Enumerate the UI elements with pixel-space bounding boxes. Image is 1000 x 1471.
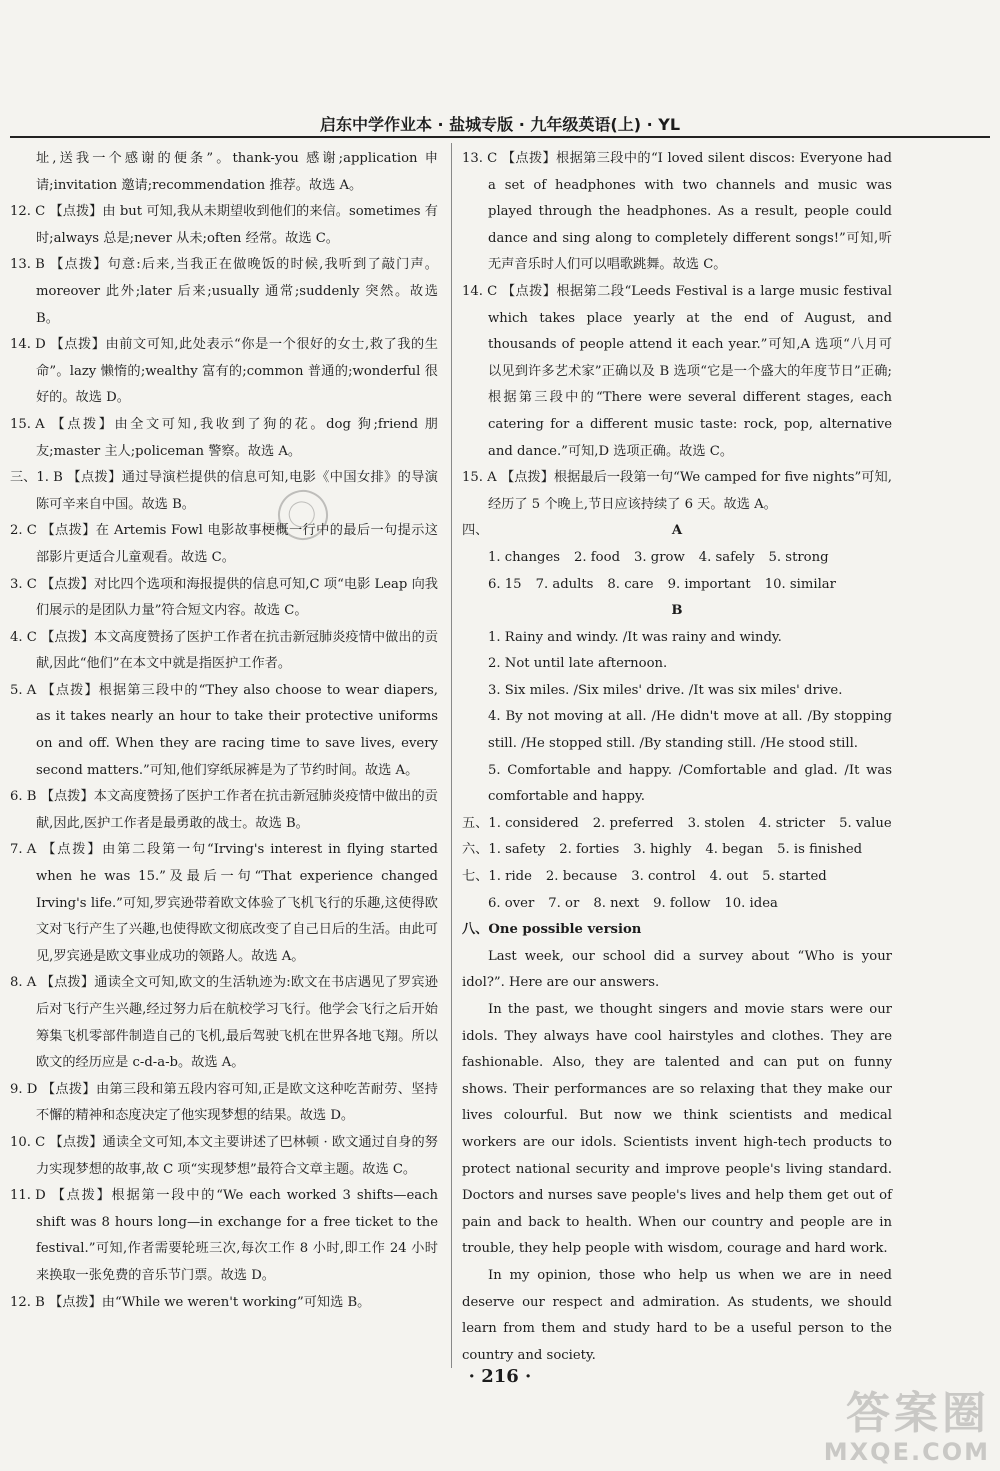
- answer-text: 【点拨】本文高度赞扬了医护工作者在抗击新冠肺炎疫情中做出的贡献,因此,医护工作者是最勇敢的战士。故选 B。: [36, 789, 438, 831]
- answer-item: [10, 625, 438, 678]
- answer-number: 11. D: [10, 1188, 46, 1204]
- answer-item: [10, 784, 438, 837]
- answer-text: 【点拨】根据最后一段第一句“We camped for five nights”可知,经历了 5 个晚上,节日应该持续了 6 天。故选 A。: [488, 470, 892, 512]
- section-seven-label: 七、: [462, 869, 489, 885]
- answer-item: [10, 1130, 438, 1183]
- answer-word: 10. idea: [724, 895, 778, 911]
- answer-number: 三、1. B: [10, 470, 63, 486]
- answer-text: 【点拨】本文高度赞扬了医护工作者在抗击新冠肺炎疫情中做出的贡献,因此“他们”在本文中就是指医护工作者。: [36, 629, 439, 672]
- answer-text: 【点拨】通读全文可知,本文主要讲述了巴林顿 · 欧文通过自身的努力实现梦想的故事,故 C 项“实现梦想”最符合文章主题。故选 C。: [36, 1134, 438, 1177]
- header-rule: [10, 136, 990, 138]
- answer-word: 4. stricter: [758, 815, 826, 831]
- answer-text: 【点拨】句意:后来,当我正在做晚饭的时候,我听到了敲门声。moreover 此外;later 后来;usually 通常;suddenly 突然。故选 B。: [36, 257, 438, 326]
- page-number: · 216 ·: [468, 1366, 532, 1387]
- answer-number: 3. C: [10, 576, 37, 592]
- answer-text: 【点拨】通过导演栏提供的信息可知,电影《中国女排》的导演陈可辛来自中国。故选 B。: [36, 470, 438, 512]
- answer-word: 3. stolen: [687, 815, 745, 831]
- watermark-logo-text: 答案圈: [846, 1388, 990, 1439]
- section-five: [462, 811, 892, 838]
- answer-word: 1. considered: [488, 815, 579, 831]
- answer-word: 2. food: [574, 549, 621, 565]
- answer-text: 【点拨】由“While we weren't working”可知选 B。: [49, 1294, 371, 1310]
- running-header: 启东中学作业本 · 盐城专版 · 九年级英语(上) · YL: [319, 115, 681, 134]
- section-seven-line1: [462, 864, 892, 891]
- answer-number: 14. D: [10, 337, 46, 353]
- answer-text: 【点拨】根据第二段“Leeds Festival is a large music festival which takes place yearly at the end of August, and thousands of people attend it each year.”可知,A 选项“八月可以见到许多艺术家”正确以及 B 选项“它是一个盛大的年度节日”正确;根据第三段中的“There were several different stages, each catering for a different music taste: rock, pop, alternative and dance.”可知,D 选项正确。故选 C。: [488, 283, 892, 459]
- section-four-b-label: B: [671, 603, 683, 619]
- section-four-b-answer: 1. Rainy and windy. /It was rainy and windy.: [488, 629, 782, 645]
- answer-word: 5. strong: [768, 549, 829, 565]
- section-four-a-line1: [462, 545, 892, 572]
- answer-item: [462, 146, 892, 279]
- section-four-b-answer: 2. Not until late afternoon.: [488, 656, 668, 672]
- answer-number: 9. D: [10, 1081, 38, 1097]
- answer-word: 5. is finished: [777, 842, 863, 858]
- section-eight-label: 八、One possible version: [462, 922, 642, 938]
- answer-number: 12. C: [10, 204, 46, 220]
- answer-text: 【点拨】由第三段和第五段内容可知,正是欧文这种吃苦耐劳、坚持不懈的精神和态度决定了他实现梦想的结果。故选 D。: [36, 1081, 438, 1124]
- answer-word: 1. ride: [488, 869, 532, 885]
- answer-number: 13. C: [462, 151, 498, 166]
- section-four-b-answer: 5. Comfortable and happy. /Comfortable and glad. /It was comfortable and happy.: [488, 762, 892, 805]
- watermark-domain: MXQE.COM: [823, 1438, 990, 1466]
- answer-word: 10. similar: [764, 576, 836, 592]
- answer-text: 【点拨】在 Artemis Fowl 电影故事梗概一行中的最后一句提示这部影片更适合儿童观看。故选 C。: [36, 523, 438, 565]
- answer-text: 【点拨】通读全文可知,欧文的生活轨迹为:欧文在书店遇见了罗宾逊后对飞行产生兴趣,经过努力后在航校学习飞行。他学会飞行之后开始筹集飞机零部件制造自己的飞机,最后驾驶飞机在世界各地飞翔。所以欧文的经历应是 c-d-a-b。故选 A。: [36, 975, 438, 1071]
- answer-word: 3. control: [631, 869, 696, 885]
- answer-item: [10, 412, 438, 465]
- answer-text: 【点拨】根据第三段中的“I loved silent discos: Everyone had a set of headphones with two channels and music was played through the headphones. As a result, people could dance and sing along to completely different songs!”可知,听无声音乐时人们可以唱歌跳舞。故选 C。: [488, 151, 892, 273]
- answer-item: [10, 252, 438, 332]
- answer-item: [10, 1077, 438, 1130]
- answer-number: 5. A: [10, 682, 37, 698]
- answer-number: 8. A: [10, 975, 37, 991]
- answer-item: [10, 1290, 438, 1317]
- answer-number: 6. B: [10, 789, 37, 805]
- answer-word: 1. changes: [488, 549, 561, 565]
- section-four-label: 四、: [462, 523, 489, 539]
- section-five-label: 五、: [462, 815, 489, 831]
- answer-word: 2. preferred: [592, 815, 674, 831]
- answer-word: 6. over: [488, 895, 535, 911]
- site-watermark: [824, 1389, 990, 1465]
- answer-number: 13. B: [10, 257, 45, 273]
- answer-item: [10, 518, 438, 571]
- right-column: [462, 146, 892, 1369]
- answer-text: 【点拨】由全文可知,我收到了狗的花。dog 狗;friend 朋友;master 主人;policeman 警察。故选 A。: [36, 416, 438, 459]
- column-divider: [451, 143, 452, 1368]
- answer-word: 9. follow: [653, 895, 711, 911]
- left-column: [10, 146, 438, 1316]
- answer-word: 5. value: [839, 815, 892, 831]
- section-six: [462, 837, 892, 864]
- section-seven-line2: [462, 891, 892, 918]
- answer-word: 8. next: [593, 895, 640, 911]
- answer-item: [10, 837, 438, 970]
- answer-number: 2. C: [10, 523, 37, 539]
- answer-word: 3. highly: [633, 842, 692, 858]
- answer-text: 【点拨】根据第三段中的“They also choose to wear diapers, as it takes nearly an hour to take their protective uniforms on and off. When they are racing time to save lives, every second matters.”可知,他们穿纸尿裤是为了节约时间。故选 A。: [36, 682, 439, 778]
- section-four-a-line2: [462, 572, 892, 599]
- answer-number: 15. A: [10, 416, 45, 432]
- answer-word: 6. 15: [488, 576, 522, 592]
- answer-text: 【点拨】由第二段第一句“Irving's interest in flying started when he was 15.”及最后一句“That experience changed Irving's life.”可知,罗宾逊带着欧文体验了飞机飞行的乐趣,这使得欧文对飞行产生了兴趣,也使得欧文彻底改变了自己日后的生活。由此可见,罗宾逊是欧文事业成功的领路人。故选 A。: [36, 842, 438, 964]
- answer-continuation: 址,送我一个感谢的便条”。thank-you 感谢;application 申请;invitation 邀请;recommendation 推荐。故选 A。: [36, 151, 438, 193]
- answer-item: [10, 970, 438, 1076]
- answer-number: 14. C: [462, 283, 498, 299]
- answer-word: 2. forties: [559, 842, 620, 858]
- answer-word: 8. care: [607, 576, 654, 592]
- answer-word: 3. grow: [634, 549, 685, 565]
- answer-word: 7. or: [548, 895, 580, 911]
- answer-number: 10. C: [10, 1134, 46, 1150]
- section-four-b-answer: 4. By not moving at all. /He didn't move at all. /By stopping still. /He stopped still. /By standing still. /He stood still.: [488, 709, 892, 752]
- answer-text: 【点拨】对比四个选项和海报提供的信息可知,C 项“电影 Leap 向我们展示的是团队力量”符合短文内容。故选 C。: [36, 576, 438, 619]
- answer-word: 5. started: [762, 869, 827, 885]
- essay-paragraph: In my opinion, those who help us when we are in need deserve our respect and admiration. As students, we should learn from them and study hard to be a useful person to the country and society.: [462, 1267, 892, 1363]
- answer-item: [10, 465, 438, 518]
- answer-item: [10, 572, 438, 625]
- answer-text: 【点拨】由前文可知,此处表示“你是一个很好的女士,救了我的生命”。lazy 懒惰的;wealthy 富有的;common 普通的;wonderful 很好的。故选 D。: [36, 337, 438, 406]
- section-four-a-label: A: [671, 523, 683, 539]
- answer-word: 7. adults: [535, 576, 594, 592]
- answer-item: [462, 465, 892, 518]
- answer-word: 1. safety: [488, 842, 546, 858]
- answer-word: 4. out: [709, 869, 749, 885]
- answer-item: [10, 332, 438, 412]
- answer-number: 7. A: [10, 842, 37, 858]
- answer-word: 4. began: [705, 842, 764, 858]
- essay-paragraph: Last week, our school did a survey about “Who is your idol?”. Here are our answers.: [462, 948, 892, 991]
- section-six-label: 六、: [462, 842, 489, 858]
- answer-word: 2. because: [545, 869, 618, 885]
- answer-word: 9. important: [667, 576, 751, 592]
- answer-number: 4. C: [10, 629, 37, 645]
- answer-item: [462, 279, 892, 465]
- answer-item: [10, 1183, 438, 1289]
- answer-number: 12. B: [10, 1294, 45, 1310]
- section-four-b-answer: 3. Six miles. /Six miles' drive. /It was six miles' drive.: [488, 682, 843, 698]
- answer-number: 15. A: [462, 470, 497, 486]
- answer-word: 4. safely: [698, 549, 755, 565]
- essay-paragraph: In the past, we thought singers and movie stars were our idols. They always have cool hairstyles and clothes. They are fashionable. Also, they are talented and can put on funny shows. Their performances are so relaxing that they make our lives colourful. But now we think scientists and medical workers are our idols. Scientists invent high-tech products to protect national security and improve people's living standard. Doctors and nurses save people's lives and help them get out of pain and back to health. When our country and people are in trouble, they help people with wisdom, courage and hard work.: [462, 1002, 892, 1257]
- answer-item: [10, 678, 438, 784]
- answer-text: 【点拨】由 but 可知,我从未期望收到他们的来信。sometimes 有时;always 总是;never 从未;often 经常。故选 C。: [36, 204, 438, 246]
- answer-text: 【点拨】根据第一段中的“We each worked 3 shifts—each shift was 8 hours long—in exchange for a free ticket to the festival.”可知,作者需要轮班三次,每次工作 8 小时,即工作 24 小时来换取一张免费的音乐节门票。故选 D。: [36, 1188, 438, 1283]
- answer-item: [10, 199, 438, 252]
